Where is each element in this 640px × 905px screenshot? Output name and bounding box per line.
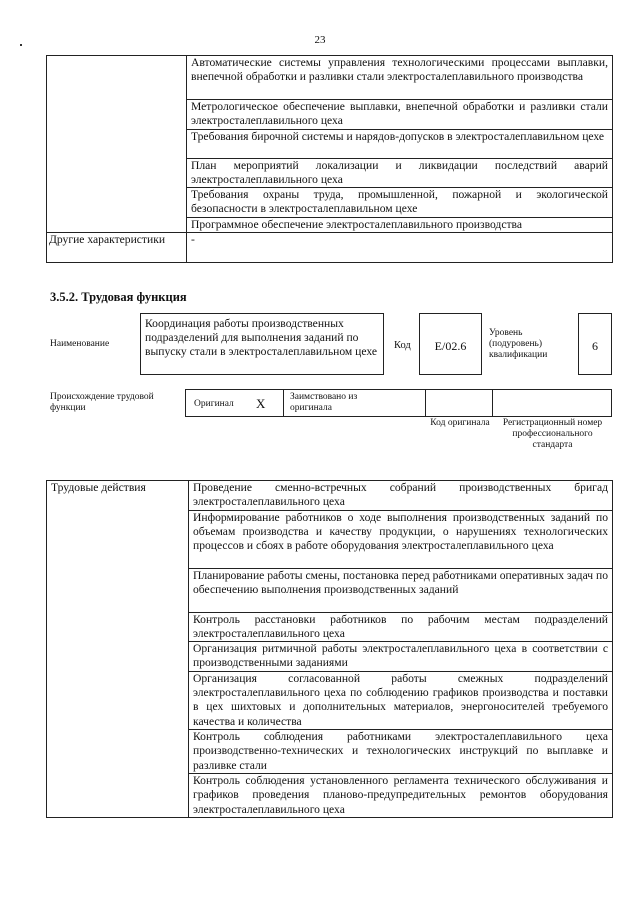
- original-mark: Х: [256, 396, 266, 411]
- divider: [492, 390, 493, 416]
- table-row: [47, 233, 613, 263]
- labor-action-item: Планирование работы смены, постановка перед работниками оперативных задач по обеспечению выполнения производственных заданий: [189, 568, 613, 612]
- table-row: [47, 56, 613, 100]
- code-value: Е/02.6: [434, 339, 467, 353]
- divider: [283, 390, 284, 416]
- divider: [425, 390, 426, 416]
- labor-action-item: Контроль соблюдения работниками электросталеплавильного цеха производственно-технических и технологических инструкций по выплавке и разливке стали: [189, 729, 613, 773]
- labor-action-item: Контроль расстановки работников по рабочим местам подразделений электросталеплавильного цеха: [189, 612, 613, 642]
- borrowed-label: Заимствовано из оригинала: [290, 392, 358, 413]
- other-characteristics-label: Другие характеристики: [47, 233, 187, 263]
- labor-action-item: Организация согласованной работы смежных подразделений электросталеплавильного цеха по соблюдению графиков производства и поставки в цех шихтовых и дополнительных материалов, энергоносителей требуемого качества и количества: [189, 671, 613, 729]
- name-label: Наименование: [50, 339, 110, 349]
- scan-speck: [20, 44, 22, 46]
- level-value: 6: [592, 339, 598, 353]
- table-cell: Требования охраны труда, промышленной, пожарной и экологической безопасности в электросталеплавильном цехе: [187, 188, 613, 218]
- labor-action-item: Контроль соблюдения установленного регламента технического обслуживания и графиков проведения планово-предупредительных ремонтов оборудования электросталеплавильного цеха: [189, 773, 613, 817]
- labor-action-item: Информирование работников о ходе выполнения производственных заданий по объемам производства и качеству продукции, о нарушениях технологических процессов и сбоях в работе оборудования электросталеплавильного цеха: [189, 510, 613, 568]
- level-label: Уровень (подуровень) квалификации: [489, 328, 548, 360]
- code-box: [419, 313, 482, 375]
- table-cell: Программное обеспечение электросталеплавильного производства: [187, 217, 613, 232]
- table-cell: Автоматические системы управления технологическими процессами выплавки, внепечной обработки и разливки стали электросталеплавильного производства: [187, 56, 613, 100]
- table-cell: Требования бирочной системы и нарядов-допусков в электросталеплавильном цехе: [187, 129, 613, 158]
- table-row: [47, 481, 613, 511]
- origin-box: [185, 389, 612, 417]
- page-number: 23: [314, 34, 326, 46]
- code-origin-caption: Код оригинала: [430, 418, 490, 428]
- other-characteristics-value: -: [187, 233, 613, 263]
- origin-label: Происхождение трудовой функции: [50, 392, 154, 413]
- original-label: Оригинал: [194, 399, 234, 409]
- empty-label-cell: [47, 56, 187, 233]
- labor-action-item: Проведение сменно-встречных собраний производственных бригад электросталеплавильного цеха: [189, 481, 613, 511]
- function-name-box: [140, 313, 384, 375]
- table-cell: Метрологическое обеспечение выплавки, внепечной обработки и разливки стали электросталеплавильного цеха: [187, 100, 613, 130]
- code-label: Код: [394, 340, 411, 351]
- section-title: 3.5.2. Трудовая функция: [50, 290, 187, 304]
- labor-actions-table: [46, 480, 613, 818]
- function-name: Координация работы производственных подразделений для выполнения заданий по выпуску стали в электросталеплавильном цехе: [145, 317, 377, 358]
- labor-actions-label: Трудовые действия: [47, 481, 189, 818]
- table-cell: План мероприятий локализации и ликвидации последствий аварий электросталеплавильного цеха: [187, 158, 613, 188]
- labor-action-item: Организация ритмичной работы электросталеплавильного цеха в соответствии с производственными заданиями: [189, 642, 613, 672]
- knowledge-table: [46, 55, 613, 263]
- level-box: [578, 313, 612, 375]
- reg-number-caption: Регистрационный номер профессионального стандарта: [502, 418, 603, 450]
